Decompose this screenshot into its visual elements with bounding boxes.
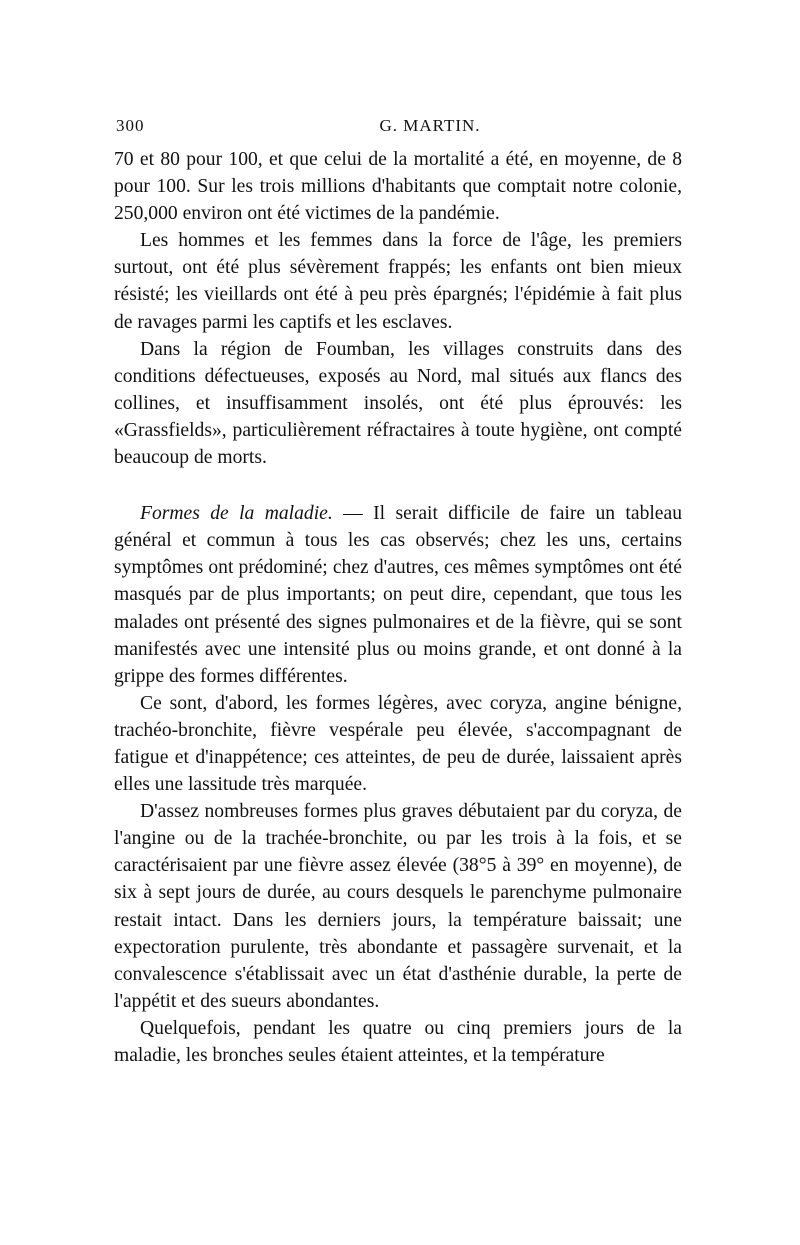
paragraph: D'assez nombreuses formes plus graves débutaient par du coryza, de l'angine ou de la trachée-bronchite, ou par les trois à la fois, et se caractérisaient par une fièvre assez élevée (38°5 à 39° en moyenne), de six à sept jours de durée, au cours desquels le parenchyme pulmonaire restait intact. Dans les derniers jours, la température baissait; une expectoration purulente, très abondante et passagère survenait, et la convalescence s'établissait avec un état d'asthénie durable, la perte de l'appétit et des sueurs abondantes.: [114, 801, 682, 1012]
page-header: [116, 116, 684, 140]
paragraph: Quelquefois, pendant les quatre ou cinq premiers jours de la maladie, les bronches seules étaient atteintes, et la température: [114, 1017, 682, 1066]
paragraph: Les hommes et les femmes dans la force de l'âge, les premiers surtout, ont été plus sévèrement frappés; les enfants ont bien mieux résisté; les vieillards ont été à peu près épargnés; l'épidémie à fait plus de ravages parmi les captifs et les esclaves.: [114, 230, 682, 333]
section-title: Formes de la maladie.: [140, 503, 333, 525]
page-body: [114, 146, 682, 1069]
page-number: 300: [116, 116, 145, 135]
section-paragraph: [114, 500, 682, 690]
paragraph: 70 et 80 pour 100, et que celui de la mortalité a été, en moyenne, de 8 pour 100. Sur les trois millions d'habitants que comptait notre colonie, 250,000 environ ont été victimes de la pandémie.: [114, 149, 682, 225]
section-dash: —: [332, 503, 374, 525]
paragraph: Ce sont, d'abord, les formes légères, avec coryza, angine bénigne, trachéo-bronchite, fièvre vespérale peu élevée, s'accompagnant de fatigue et d'inappétence; ces atteintes, de peu de durée, laissaient après elles une lassitude très marquée.: [114, 692, 682, 796]
running-head: G. MARTIN.: [379, 116, 481, 135]
paragraph: Dans la région de Foumban, les villages construits dans des conditions défectueuses, exposés au Nord, mal situés aux flancs des collines, et insuffisamment insolés, ont été plus éprouvés: les «Grassfields», particulièrement réfractaires à toute hygiène, ont compté beaucoup de morts.: [114, 338, 682, 469]
section-gap: [114, 471, 682, 500]
section-lead-text: Il serait difficile de faire un tableau général et commun à tous les cas observés; chez les uns, certains symptômes ont prédominé; chez d'autres, ces mêmes symptômes ont été masqués par de plus importants; on peut dire, cependant, que tous les malades ont présenté des signes pulmonaires et de la fièvre, qui se sont manifestés avec une intensité plus ou moins grande, et ont donné à la grippe des formes différentes.: [114, 503, 683, 687]
